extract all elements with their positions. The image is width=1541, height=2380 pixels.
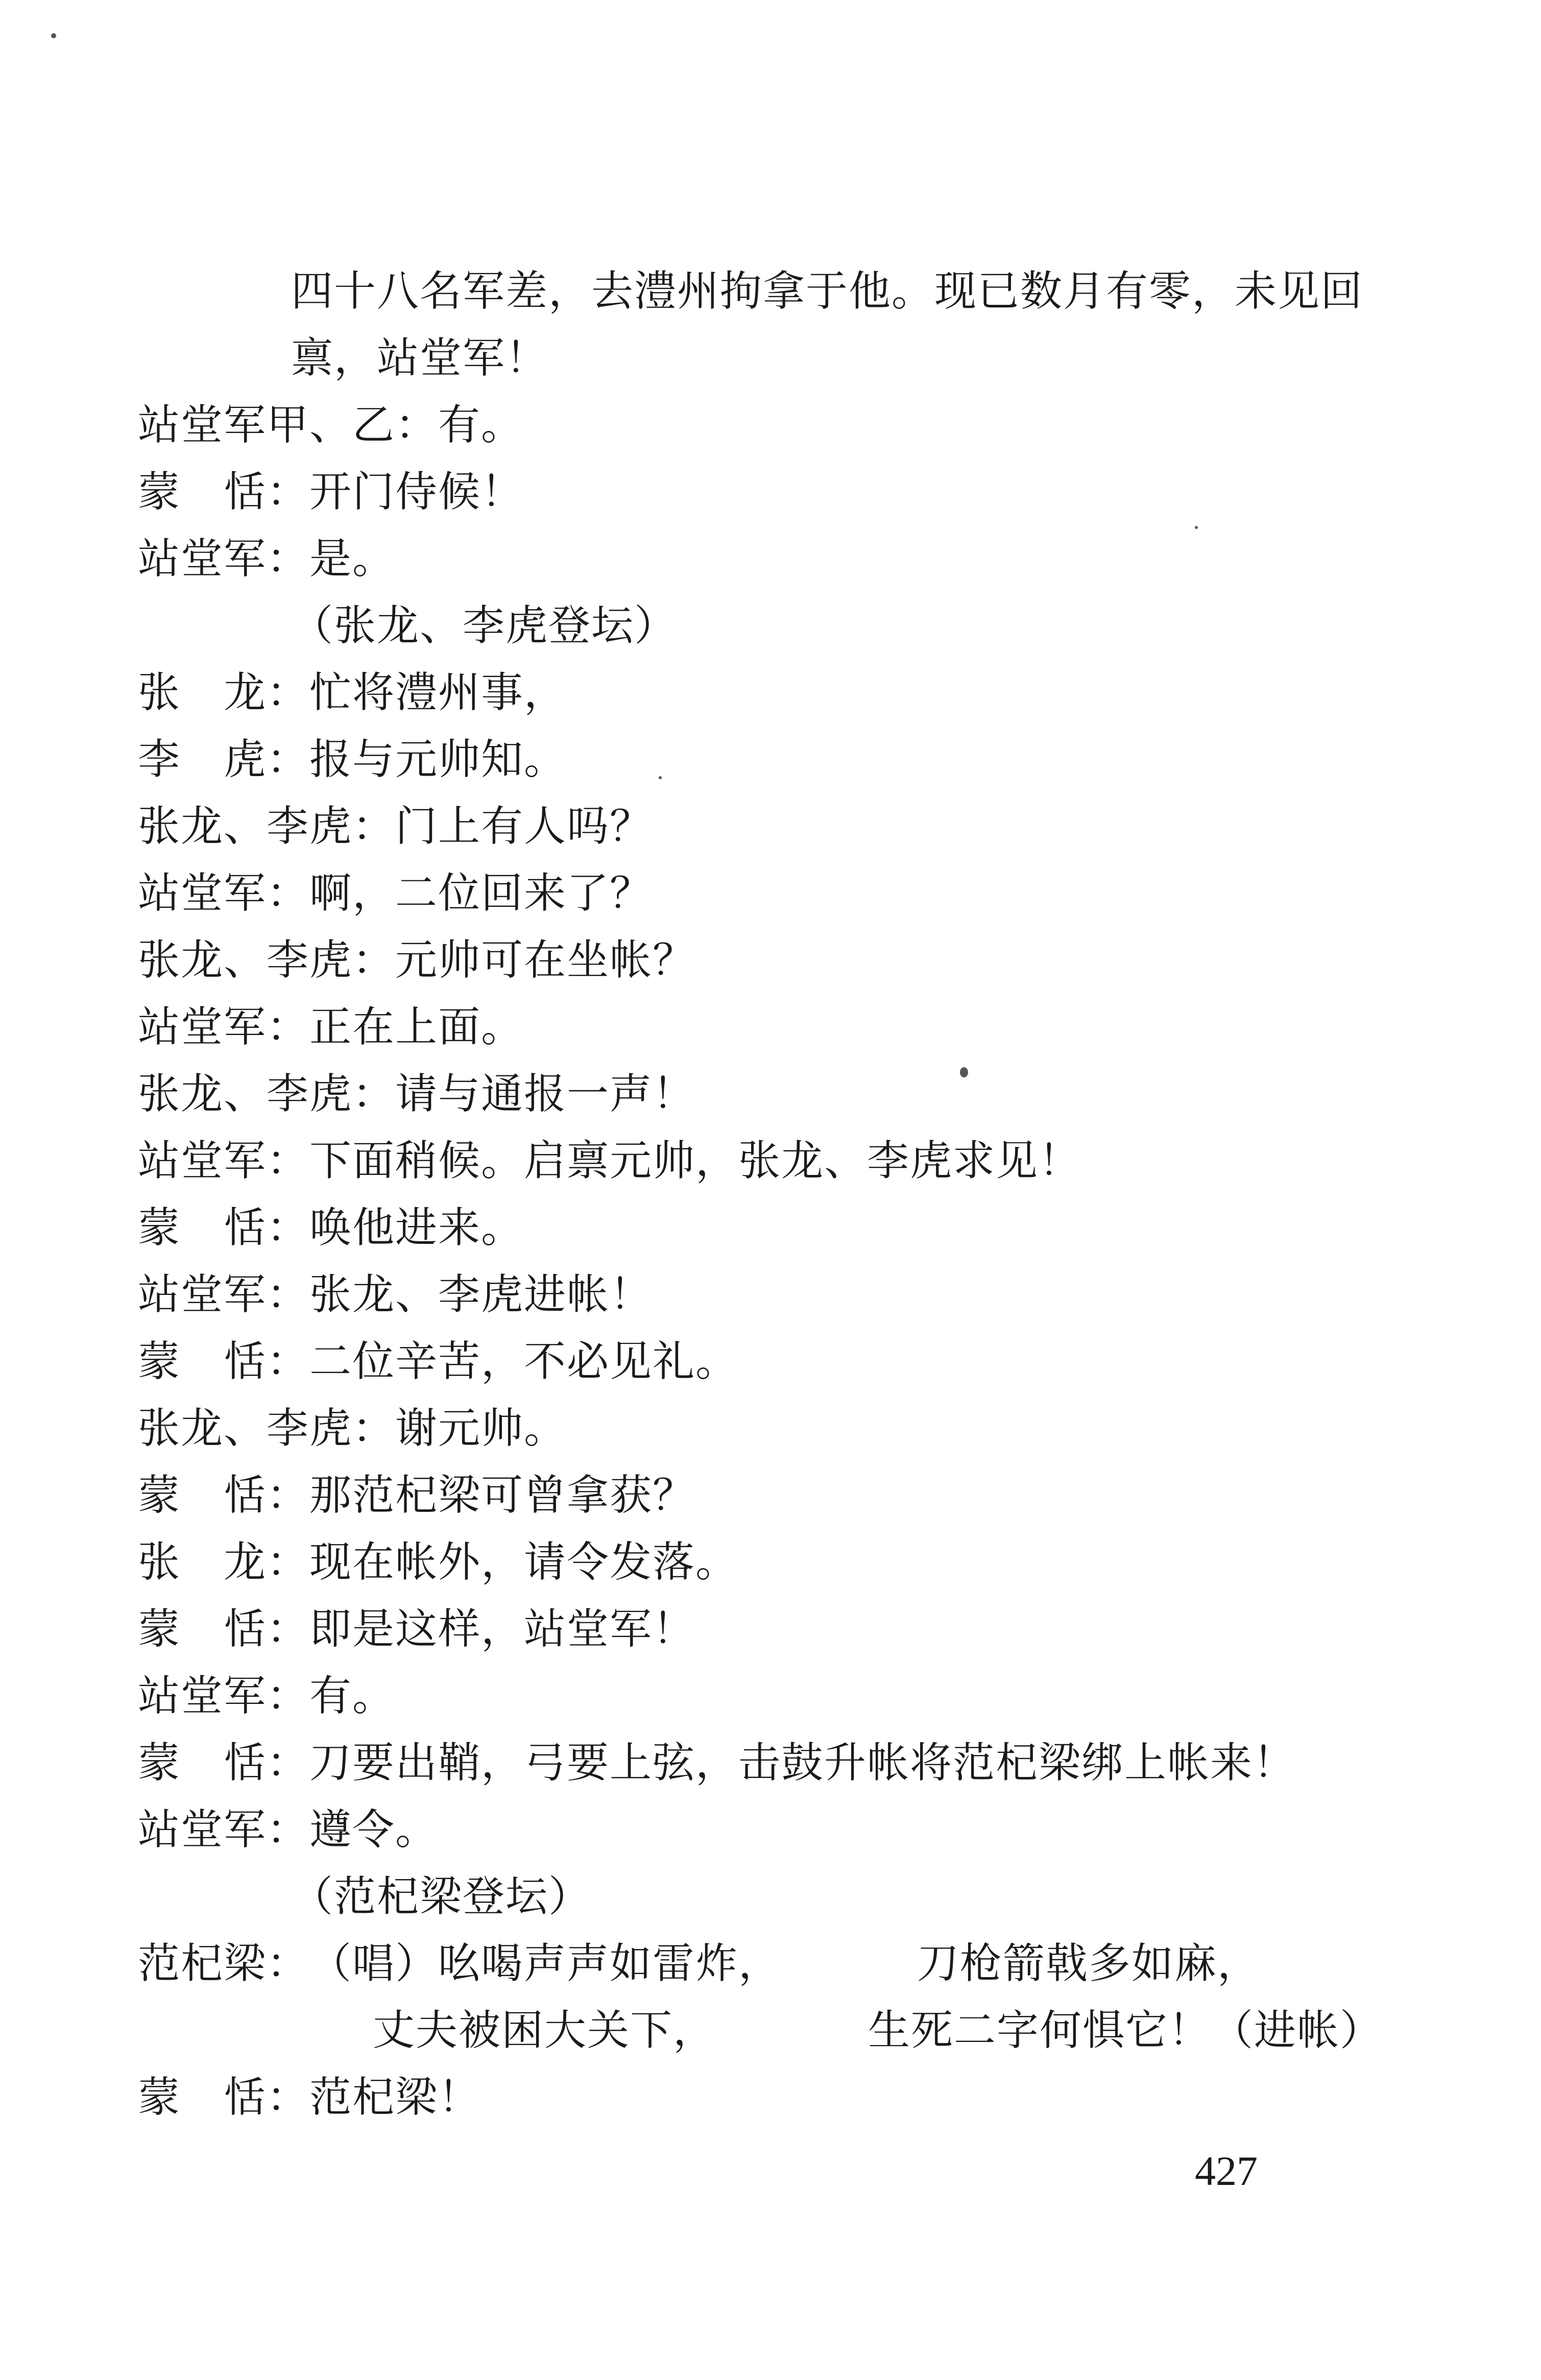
line-text: 即是这样，站堂军！ [309, 1605, 696, 1653]
line-text: 有。 [309, 1672, 396, 1720]
dialog-line [138, 726, 1445, 793]
speaker-name: 张龙、李虎： [138, 936, 396, 984]
text-line [138, 258, 1445, 325]
speaker-name: 张龙、李虎： [138, 802, 396, 851]
speaker-name: 张 龙： [138, 1538, 310, 1586]
line-text: 啊，二位回来了？ [309, 869, 653, 918]
speaker-name: 站堂军： [138, 1672, 310, 1720]
dialog-line [138, 1261, 1445, 1328]
scan-speck [659, 776, 662, 779]
line-text: 唤他进来。 [309, 1204, 524, 1252]
dialog-line [138, 2064, 1445, 2131]
scan-speck [51, 33, 56, 38]
speaker-name: 张龙、李虎： [138, 1404, 396, 1453]
dialog-line [138, 1127, 1445, 1194]
dialog-line [138, 1328, 1445, 1395]
dialog-line [138, 1663, 1445, 1729]
line-text: 元帅可在坐帐？ [395, 936, 696, 984]
speaker-name: 站堂军： [138, 869, 310, 918]
speaker-name: 蒙 恬： [138, 1337, 310, 1386]
line-text: 张龙、李虎进帐！ [309, 1270, 653, 1319]
line-text: 是。 [309, 535, 396, 583]
scan-speck [960, 1067, 968, 1077]
speaker-name: 站堂军： [138, 1806, 310, 1854]
scan-speck [1195, 526, 1198, 529]
dialog-line [138, 860, 1445, 927]
dialog-line [138, 392, 1445, 459]
dialog-line [138, 1796, 1445, 1863]
dialog-line [138, 525, 1445, 592]
dialog-line [138, 1061, 1445, 1127]
speaker-name: 站堂军： [138, 1137, 310, 1185]
line-text: 现在帐外，请令发落。 [309, 1538, 739, 1586]
verse-line [138, 1997, 1445, 2064]
speaker-name: 站堂军： [138, 1270, 310, 1319]
line-text: 开门侍候！ [309, 468, 524, 516]
line-text: 门上有人吗？ [395, 802, 653, 851]
stage-direction [138, 592, 1445, 659]
speaker-name: 张 龙： [138, 668, 310, 717]
speaker-name: 站堂军甲、乙： [138, 401, 439, 449]
speaker-name: 站堂军： [138, 1003, 310, 1051]
line-text: 刀要出鞘，弓要上弦，击鼓升帐将范杞梁绑上帐来！ [309, 1739, 1296, 1787]
line-text: （张龙、李虎登坛） [291, 602, 678, 650]
line-text: 二位辛苦，不必见礼。 [309, 1337, 739, 1386]
line-text: （范杞梁登坛） [291, 1872, 592, 1921]
speaker-name: 蒙 恬： [138, 1204, 310, 1252]
speaker-name: 李 虎： [138, 735, 310, 784]
verse-second-half: 刀枪箭戟多如麻， [917, 1939, 1261, 1988]
line-text: 范杞梁！ [309, 2073, 481, 2122]
script-body [138, 258, 1445, 2131]
speaker-name: 蒙 恬： [138, 1739, 310, 1787]
page-number: 427 [1195, 2148, 1258, 2194]
speaker-name: 蒙 恬： [138, 1605, 310, 1653]
speaker-name: 蒙 恬： [138, 468, 310, 516]
line-text: 报与元帅知。 [309, 735, 567, 784]
line-text: 下面稍候。启禀元帅，张龙、李虎求见！ [309, 1137, 1082, 1185]
verse-first-half: （唱）吆喝声声如雷炸， [309, 1939, 782, 1988]
dialog-line [138, 793, 1445, 860]
speaker-name: 范杞梁： [138, 1939, 310, 1988]
stage-direction [138, 1863, 1445, 1930]
dialog-line [138, 1529, 1445, 1596]
dialog-line [138, 927, 1445, 994]
speaker-name: 蒙 恬： [138, 2073, 310, 2122]
line-text: 遵令。 [309, 1806, 439, 1854]
line-text: 请与通报一声！ [395, 1070, 696, 1118]
line-text: 有。 [438, 401, 524, 449]
speaker-name: 蒙 恬： [138, 1471, 310, 1520]
dialog-line [138, 1729, 1445, 1796]
speaker-name: 张龙、李虎： [138, 1070, 396, 1118]
line-text: 那范杞梁可曾拿获？ [309, 1471, 696, 1520]
dialog-line [138, 994, 1445, 1061]
verse-first-half: 丈夫被困大关下， [373, 2006, 716, 2055]
text-line [138, 325, 1445, 392]
line-text: 正在上面。 [309, 1003, 524, 1051]
verse-second-half: 生死二字何惧它！（进帐） [868, 2006, 1383, 2055]
dialog-line [138, 659, 1445, 726]
dialog-line [138, 1395, 1445, 1462]
dialog-line [138, 459, 1445, 525]
line-text: 谢元帅。 [395, 1404, 567, 1453]
line-text: 四十八名军差，去澧州拘拿于他。现已数月有零，未见回 [291, 267, 1364, 316]
dialog-line [138, 1596, 1445, 1663]
line-text: 禀，站堂军！ [291, 334, 549, 382]
dialog-line [138, 1194, 1445, 1261]
speaker-name: 站堂军： [138, 535, 310, 583]
line-text: 忙将澧州事， [309, 668, 567, 717]
dialog-line [138, 1462, 1445, 1529]
verse-line [138, 1930, 1445, 1997]
